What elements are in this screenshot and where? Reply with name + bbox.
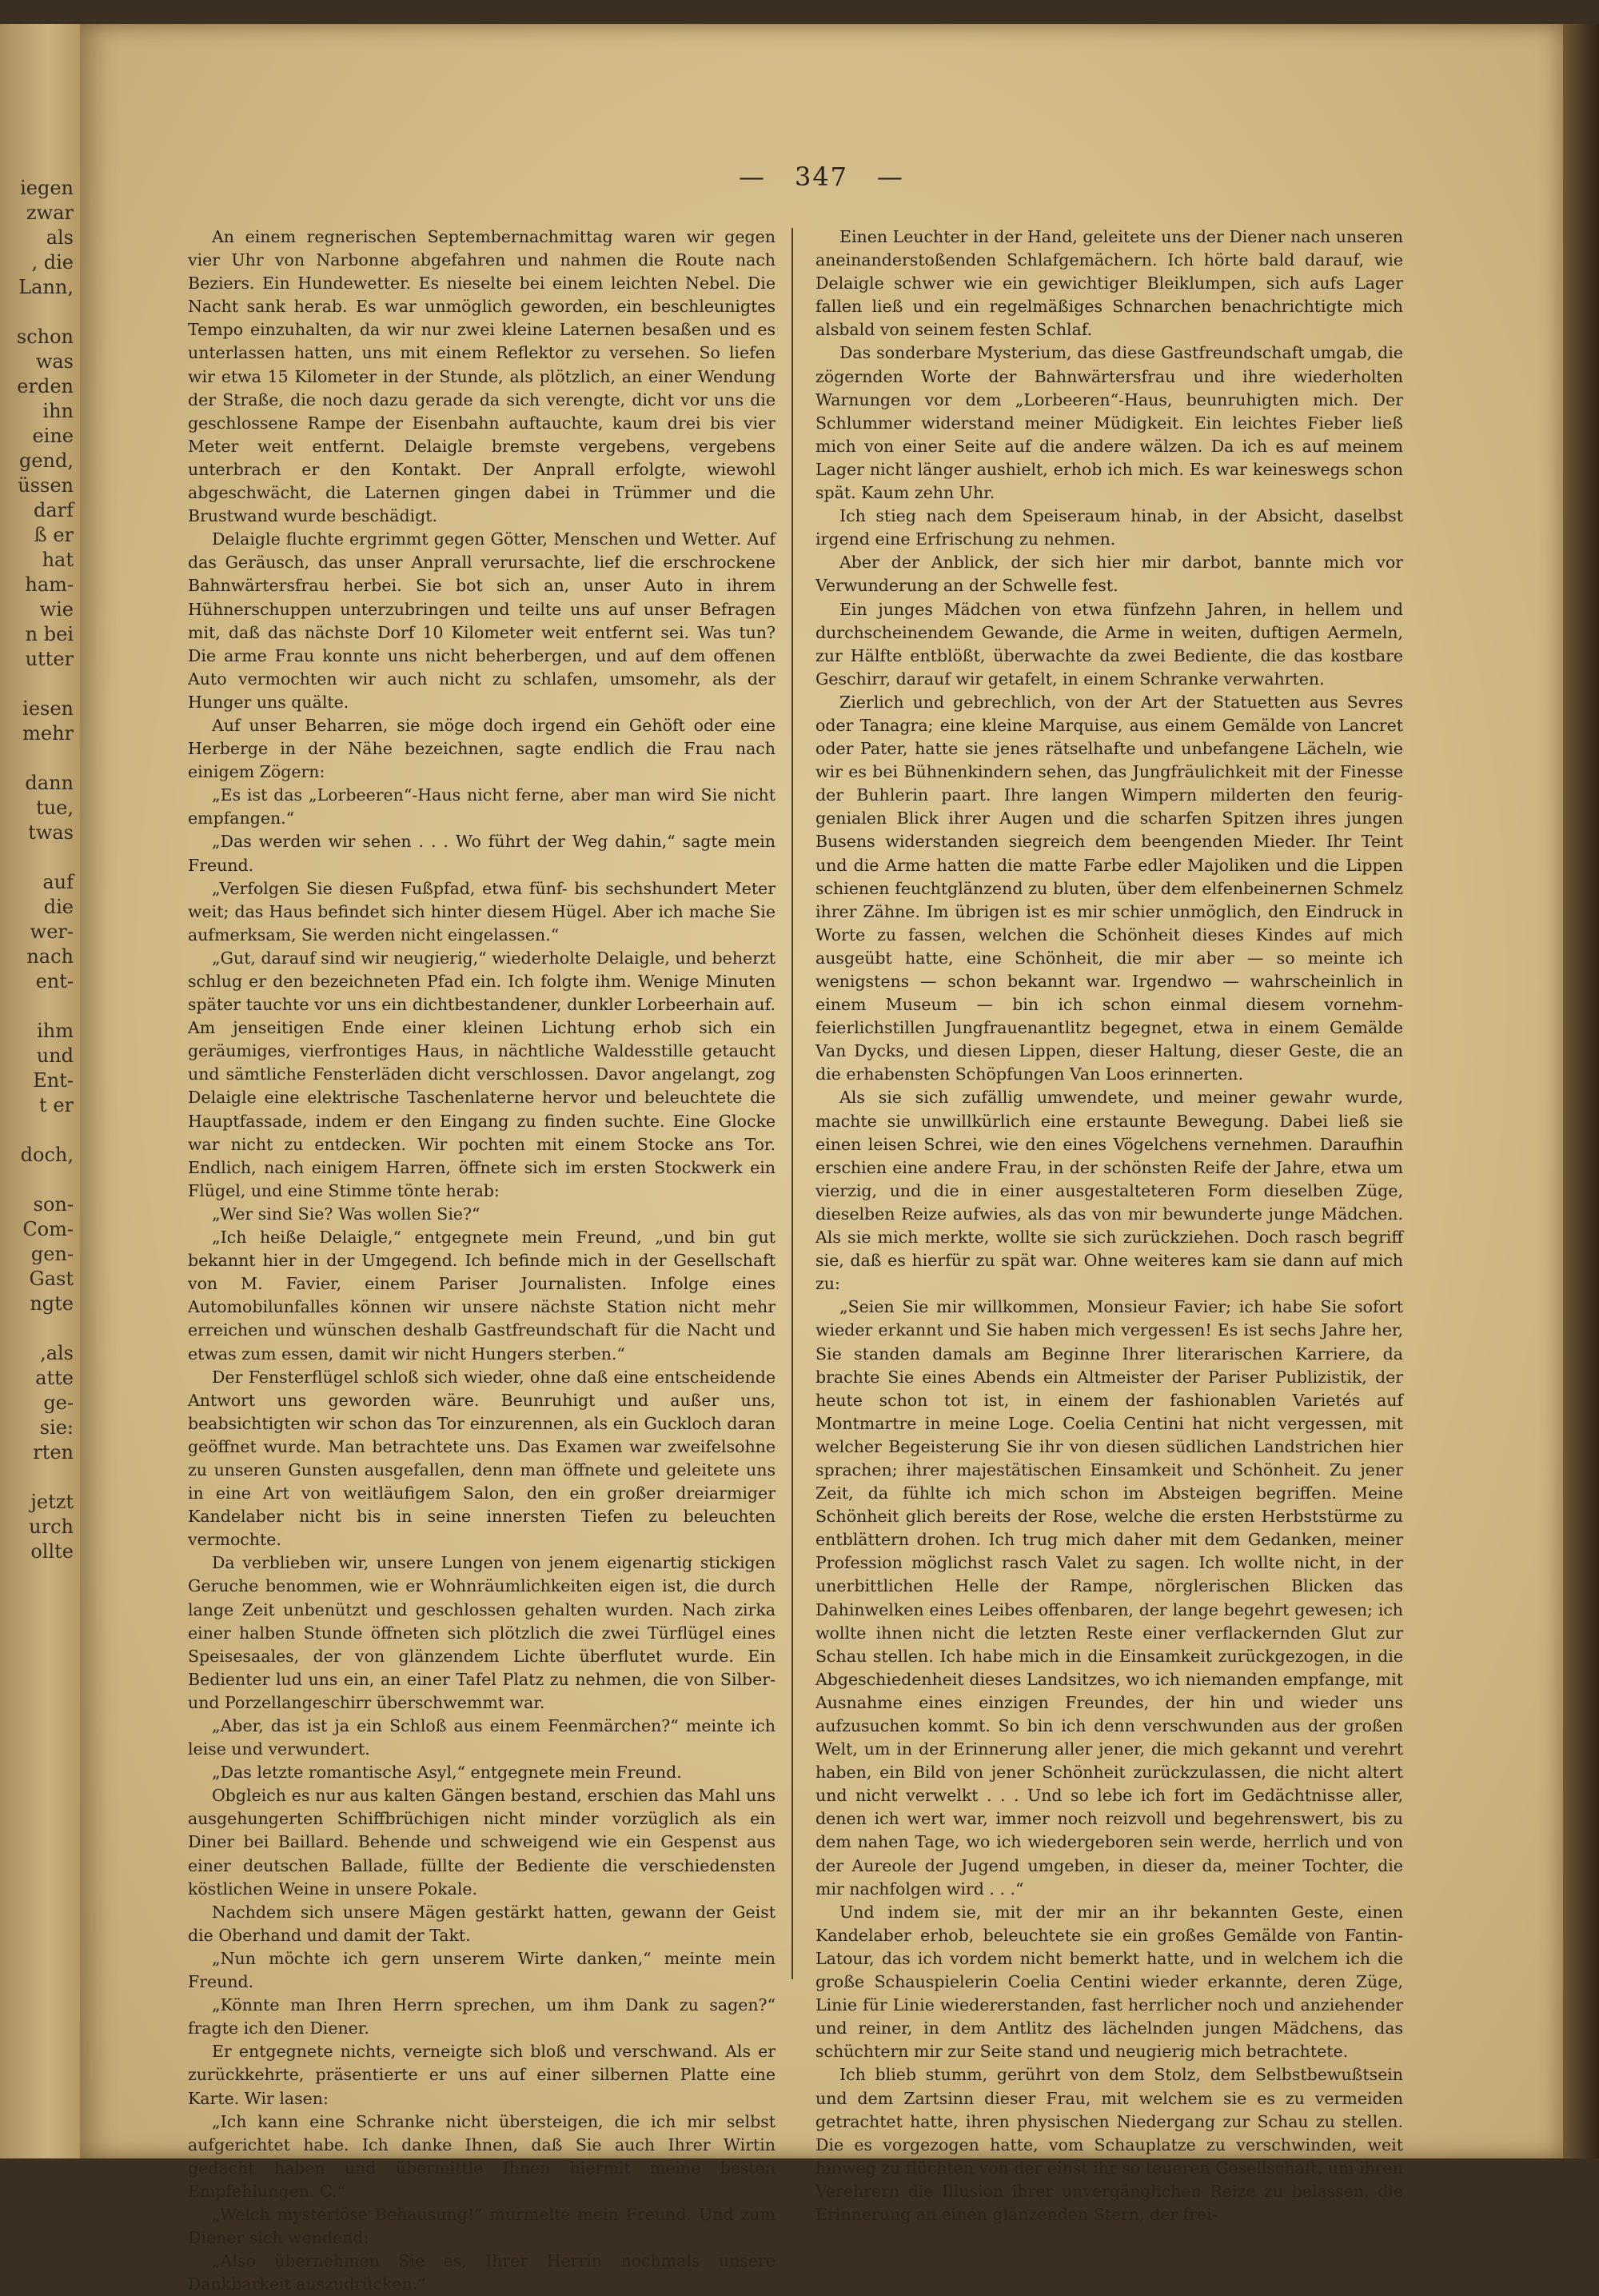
paragraph: „Wer sind Sie? Was wollen Sie?“ [212,1204,480,1224]
facing-page-fragment [0,1316,80,1341]
paragraph: Ein junges Mädchen von etwa fünfzehn Jahren, in hellem und durchscheinendem Gewande, die Arme in weiten, duftigen Aermeln, zur Hälfte entblößt, überwachte da zwei Bediente, die das kostbare Geschirr, darauf wir getafelt, in einem Schranke verwahrten. [815,599,1403,689]
page-number-dash-right: — [877,162,905,192]
paragraph: „Welch mysteriöse Behausung!“ murmelte mein Freund. Und zum Diener sich wendend: [188,2204,776,2248]
facing-page-fragment: gen- [30,1243,74,1265]
facing-page-fragment [0,1118,80,1143]
paragraph: Und indem sie, mit der mir an ihr bekannten Geste, einen Kandelaber erhob, beleuchtete sie ein großes Gemälde von Fantin-Latour, das ich vordem nicht bemerkt hatte, und in welchem ich die große Schauspielerin Coelia Centini wieder erkannte, deren Züge, Linie für Linie wiedererstanden, fast herrlicher noch und anziehender und reiner, in dem Antlitz des lächelnden jungen Mädchens, das schüchtern mir zur Seite stand und neugierig mich betrachtete. [815,1902,1403,2062]
facing-page-fragment: ollte [30,1540,74,1563]
facing-page-fragment: auf [42,871,74,893]
facing-page-fragment: , die [31,251,74,274]
facing-page-fragment: utter [25,648,74,670]
facing-page-fragment: eine [32,425,74,447]
facing-page-fragment: üssen [18,474,74,497]
facing-page-fragment: son- [33,1193,74,1216]
facing-page-fragment [0,300,80,325]
facing-page-fragment: sie: [39,1416,74,1439]
facing-page-fragment: was [35,350,74,373]
facing-page-fragment: jetzt [30,1491,74,1513]
paragraph: Ich blieb stumm, gerührt von dem Stolz, dem Selbstbewußtsein und dem Zartsinn dieser Frau, mit welchem sie es zu vermeiden getrachtet hatte, ihren physischen Niedergang zur Schau zu stellen. Die es vorgezogen hatte, vom Schauplatze zu verschwinden, weit hinweg zu flüchten von der einst ihr so teueren Gesellschaft, um ihren Verehrern die Illusion ihrer unvergänglichen Reize zu belassen, die Erinnerung an einen glänzenden Stern, der frei- [815,2065,1403,2224]
paragraph: Da verblieben wir, unsere Lungen von jenem eigenartig stickigen Geruche benommen, wie er Wohnräumlichkeiten eigen ist, die durch lange Zeit unbenützt und geschlossen gehalten wurden. Nach zirka einer halben Stunde öffneten sich plötzlich die zwei Türflügel eines Speisesaales, der von glänzendem Lichte überflutet wurde. Ein Bedienter lud uns ein, an einer Tafel Platz zu nehmen, die von Silber- und Porzellangeschirr überschwemmt war. [188,1553,776,1712]
paragraph: Das sonderbare Mysterium, das diese Gastfreundschaft umgab, die zögernden Worte der Bahnwärtersfrau und ihre wiederholten Warnungen vor dem „Lorbeeren“-Haus, beunruhigten mich. Der Schlummer widerstand meiner Müdigkeit. Ein leichtes Fieber ließ mich von einer Seite auf die andere wälzen. Da ich es auf meinem Lager nicht länger aushielt, erhob ich mich. Es war keineswegs schon spät. Kaum zehn Uhr. [815,343,1403,503]
facing-page-fragment: hat [42,549,74,571]
paragraph: Aber der Anblick, der sich hier mir darbot, bannte mich vor Verwunderung an der Schwelle fest. [815,553,1403,596]
facing-page-fragment: ham- [25,573,74,596]
paragraph: „Nun möchte ich gern unserem Wirte danken,“ meinte mein Freund. [188,1948,776,1992]
facing-page-fragment: nach [26,945,74,968]
facing-page-fragment: n bei [25,623,74,645]
facing-page-fragment: tue, [36,797,74,819]
facing-page-fragment: wie [39,598,74,621]
facing-page-fragment: ß er [34,524,74,546]
facing-page-fragment: ,als [40,1342,74,1364]
book-binding [1563,24,1599,2158]
facing-page-fragment: mehr [22,722,74,745]
facing-page-fragment [0,1465,80,1490]
facing-page-fragment: die [43,896,74,918]
facing-page-fragment: Lann, [18,276,74,298]
paragraph: „Das werden wir sehen . . . Wo führt der Weg dahin,“ sagte mein Freund. [188,832,776,875]
paragraph: Er entgegnete nichts, verneigte sich bloß und verschwand. Als er zurückkehrte, präsentierte er uns auf einer silbernen Platte eine Karte. Wir lasen: [188,2042,776,2108]
facing-page-fragment: iegen [20,177,74,199]
page-number [80,162,1563,192]
paragraph: „Aber, das ist ja ein Schloß aus einem Feenmärchen?“ meinte ich leise und verwundert. [188,1716,776,1759]
paragraph: „Also übernehmen Sie es, Ihrer Herrin nochmals unsere Dankbarkeit auszudrücken.“ [188,2251,776,2294]
paragraph: „Es ist das „Lorbeeren“-Haus nicht ferne, aber man wird Sie nicht empfangen.“ [188,785,776,829]
facing-page-fragment: ihn [42,400,74,422]
facing-page-fragment: twas [28,821,74,844]
facing-page-fragment: t er [39,1094,74,1116]
paragraph: Der Fensterflügel schloß sich wieder, ohne daß eine entscheidende Antwort uns geworden wäre. Beunruhigt und außer uns, beabsichtigten wir schon das Tor einzurennen, als ein Guckloch daran geöffnet wurde. Man betrachtete uns. Das Examen war zweifelsohne zu unseren Gunsten ausgefallen, denn man öffnete und geleitete uns in eine Art von weitläufigem Salon, den ein großer dreiarmiger Kandelaber nicht bis in seine innersten Tiefen zu beleuchten vermochte. [188,1367,776,1550]
facing-page-fragment: wer- [30,920,74,943]
paragraph: „Könnte man Ihren Herrn sprechen, um ihm Dank zu sagen?“ fragte ich den Diener. [188,1995,776,2038]
paragraph: „Verfolgen Sie diesen Fußpfad, etwa fünf- bis sechshundert Meter weit; das Haus befindet sich hinter diesem Hügel. Aber ich mache Sie aufmerksam, Sie werden nicht eingelassen.“ [188,878,776,944]
paragraph: „Gut, darauf sind wir neugierig,“ wiederholte Delaigle, und beherzt schlug er den bezeichneten Pfad ein. Ich folgte ihm. Wenige Minuten später tauchte vor uns ein dichtbestandener, dunkler Lorbeerhain auf. Am jenseitigen Ende einer kleinen Lichtung erhob sich ein geräumiges, vierfrontiges Haus, in nächtliche Waldesstille getaucht und sämtliche Fensterläden dicht verschlossen. Davor angelangt, zog Delaigle eine elektrische Taschenlaterne hervor und beleuchtete die Hauptfassade, indem er den Eingang zu finden suchte. Eine Glocke war nicht zu entdecken. Wir pochten mit einem Stocke ans Tor. Endlich, nach einigem Harren, öffnete sich im ersten Stockwerk ein Flügel, und eine Stimme tönte herab: [188,948,776,1200]
paragraph: „Das letzte romantische Asyl,“ entgegnete mein Freund. [212,1763,682,1783]
paragraph: Nachdem sich unsere Mägen gestärkt hatten, gewann der Geist die Oberhand und damit der Takt. [188,1902,776,1945]
facing-page-fragment: Com- [22,1218,74,1240]
facing-page-fragment [0,746,80,771]
paragraph: Als sie sich zufällig umwendete, und meiner gewahr wurde, machte sie unwillkürlich eine erstaunte Bewegung. Dabei ließ sie einen leisen Schrei, wie den eines Vögelchens vernehmen. Daraufhin erschien eine andere Frau, in der schönsten Reife der Jahre, etwa um vierzig, und die in einer ausgestalteteren Form dieselben Züge, dieselben Reize aufwies, als das von mir bewunderte junge Mädchen. Als sie mich merkte, wollte sie sich zurückziehen. Doch rasch begriff sie, daß es hierfür zu spät war. Ohne weiteres kam sie dann auf mich zu: [815,1088,1403,1294]
column-divider [792,228,793,1979]
paragraph: Zierlich und gebrechlich, von der Art der Statuetten aus Sevres oder Tanagra; eine kleine Marquise, aus einem Gemälde von Lancret oder Pater, hatte sie jenes rätselhafte und unbefangene Lächeln, wie wir es bei Bühnenkindern sehen, das Jungfräulichkeit mit der Finesse der Buhlerin paart. Ihre langen Wimpern milderten den feurig-genialen Blick ihrer Augen und die scharfen Spitzen ihres jungen Busens widerstanden siegreich dem beengenden Mieder. Ihr Teint und die Arme hatten die matte Farbe edler Majoliken und die Lippen schienen feuchtglänzend zu bluten, über dem elfenbeinernen Schmelz ihrer Zähne. Im übrigen ist es mir schier unmöglich, den Eindruck in Worte zu fassen, welchen die Schönheit dieses Kindes auf mich ausgeübt hatte, eine Schönheit, die mir aber — so meinte ich wenigstens — schon bekannt war. Irgendwo — wahrscheinlich in einem Museum — bin ich schon einmal diesem vornehm-feierlichstillen Jungfrauenantlitz begegnet, etwa in einem Gemälde Van Dycks, und diesen Lippen, dieser Haltung, dieser Geste, die an die erhabensten Schöpfungen Van Loos erinnerten. [815,692,1403,1084]
text-column-left [188,226,776,2296]
facing-page-fragment: zwar [26,202,74,224]
paragraph: An einem regnerischen Septembernachmittag waren wir gegen vier Uhr von Narbonne abgefahren und nahmen die Route nach Beziers. Ein Hundewetter. Es nieselte bei einem leichten Nebel. Die Nacht sank herab. Es war unmöglich geworden, ein beschleunigtes Tempo einzuhalten, da wir nur zwei kleine Laternen besaßen und es unterlassen hatten, uns mit einem Reflektor zu versehen. So liefen wir etwa 15 Kilometer in der Stunde, als plötzlich, an einer Wendung der Straße, die noch dazu gerade da sich verengte, dicht vor uns die geschlossene Rampe der Eisenbahn auftauchte, kaum drei bis vier Meter weit entfernt. Delaigle bremste vergebens, vergebens unterbrach er den Kontakt. Der Anprall erfolgte, wiewohl abgeschwächt, die Laternen gingen dabei in Trümmer und die Brustwand wurde beschädigt. [188,227,776,526]
paragraph: Einen Leuchter in der Hand, geleitete uns der Diener nach unseren aneinanderstoßenden Schlafgemächern. Ich hörte bald darauf, wie Delaigle schwer wie ein gewichtiger Bleiklumpen, sich aufs Lager fallen ließ und ein regelmäßiges Schnarchen benachrichtigte mich alsbald von seinem festen Schlaf. [815,227,1403,340]
facing-page-fragment: ngte [30,1292,74,1315]
facing-page-fragment: urch [29,1515,74,1538]
facing-page-fragment [0,1168,80,1192]
facing-page-text [0,176,80,1564]
paragraph: Auf unser Beharren, sie möge doch irgend ein Gehöft oder eine Herberge in der Nähe bezeichnen, sagte endlich die Frau nach einigem Zögern: [188,715,776,782]
facing-page-fragment: iesen [22,697,74,720]
facing-page-fragment: ent- [35,970,74,992]
page-number-value: 347 [794,162,849,192]
paragraph: Obgleich es nur aus kalten Gängen bestand, erschien das Mahl uns ausgehungerten Schiffbrüchigen nicht minder vorzüglich als ein Diner bei Baillard. Behende und schweigend wie ein Gespenst aus einer deutschen Ballade, füllte der Bediente die verschiedensten köstlichen Weine in unsere Pokale. [188,1786,776,1899]
facing-page-fragment: rten [33,1441,74,1463]
facing-page-fragment: darf [33,499,74,521]
facing-page-fragment: ihm [37,1020,74,1042]
book-page [80,24,1563,2294]
facing-page-fragment: ge- [43,1392,74,1414]
facing-page-fragment [0,845,80,870]
paragraph: Delaigle fluchte ergrimmt gegen Götter, Menschen und Wetter. Auf das Geräusch, das unser Anprall verursachte, lief die erschrockene Bahnwärtersfrau herbei. Sie bot sich an, unser Auto in ihrem Hühnerschuppen unterzubringen und teilte uns auf unser Befragen mit, daß das nächste Dorf 10 Kilometer weit entfernt sei. Was tun? Die arme Frau konnte uns nicht beherbergen, und auf dem offenen Auto vermochten wir auch nicht zu schlafen, umsomehr, als der Hunger uns quälte. [188,529,776,712]
facing-page-fragment: doch, [20,1144,74,1166]
facing-page-fragment [0,672,80,697]
facing-page-fragment: atte [35,1367,74,1389]
facing-page-fragment: gend, [18,449,74,472]
facing-page-fragment: und [36,1044,74,1067]
paragraph: Ich stieg nach dem Speiseraum hinab, in der Absicht, daselbst irgend eine Erfrischung zu nehmen. [815,506,1403,549]
facing-page-edge [0,24,80,2158]
text-column-right [815,226,1403,2226]
paragraph: „Ich heiße Delaigle,“ entgegnete mein Freund, „und bin gut bekannt hier in der Umgegend. Ich befinde mich in der Gesellschaft von M. Favier, einem Pariser Journalisten. Infolge eines Automobilunfalles können wir unsere nächste Station nicht mehr erreichen und wünschen deshalb Gastfreundschaft für die Nacht und etwas zum essen, damit wir nicht Hungers sterben.“ [188,1228,776,1364]
facing-page-fragment: dann [25,772,74,794]
facing-page-fragment: erden [17,375,74,397]
page-number-dash-left: — [738,162,766,192]
facing-page-fragment: schon [16,325,74,348]
facing-page-fragment: Gast [29,1268,74,1290]
facing-page-fragment: als [46,226,74,249]
facing-page-fragment [0,994,80,1019]
facing-page-fragment: Ent- [33,1069,74,1092]
paragraph: „Ich kann eine Schranke nicht übersteigen, die ich mir selbst aufgerichtet habe. Ich danke Ihnen, daß Sie auch Ihrer Wirtin gedacht haben und übermittle Ihnen hiermit meine besten Empfehlungen. C.“ [188,2111,776,2201]
paragraph: „Seien Sie mir willkommen, Monsieur Favier; ich habe Sie sofort wieder erkannt und Sie haben mich vergessen! Es ist sechs Jahre her, Sie standen damals am Beginne Ihrer literarischen Karriere, da brachte Sie eines Abends ein Altmeister der Pariser Publizistik, der heute schon tot ist, in einem der fashionablen Varietés auf Montmartre in meine Loge. Coelia Centini hat nicht vergessen, mit welcher Begeisterung Sie ihr von diesen südlichen Landstrichen hier sprachen; ihrer majestätischen Einsamkeit und Schönheit. Zu jener Zeit, da fühlte ich mich schon im Absteigen begriffen. Meine Schönheit glich bereits der Rose, welche die ersten Herbststürme zu entblättern drohen. Ich trug mich daher mit dem Gedanken, meiner Profession möglichst rasch Valet zu sagen. Ich wollte nicht, in der unerbittlichen Helle der Rampe, nörglerischen Blicken das Dahinwelken eines Leibes offenbaren, der lange begehrt gewesen; ich wollte ihnen nicht die letzten Reste einer verflackernden Glut zur Schau stellen. Ich habe mich in die Einsamkeit zurückgezogen, in die Abgeschiedenheit dieses Landsitzes, wo ich niemanden empfange, mit Ausnahme eines einzigen Freundes, der hin und wieder uns aufzusuchen kommt. So bin ich denn verschwunden aus der großen Welt, um in der Erinnerung aller jener, die mich gekannt und verehrt haben, ein Bild von jener Schönheit zurückzulassen, die nicht altert und nicht verwelkt . . . Und so lebe ich fort im Gedächtnisse aller, denen ich wert war, immer noch reizvoll und begehrenswert, bis zu dem nahen Tage, wo ich wiedergeboren sein werde, herrlich und von der Aureole der Jugend umgeben, in dieser da, meiner Tochter, die mir nachfolgen wird . . .“ [815,1297,1403,1899]
